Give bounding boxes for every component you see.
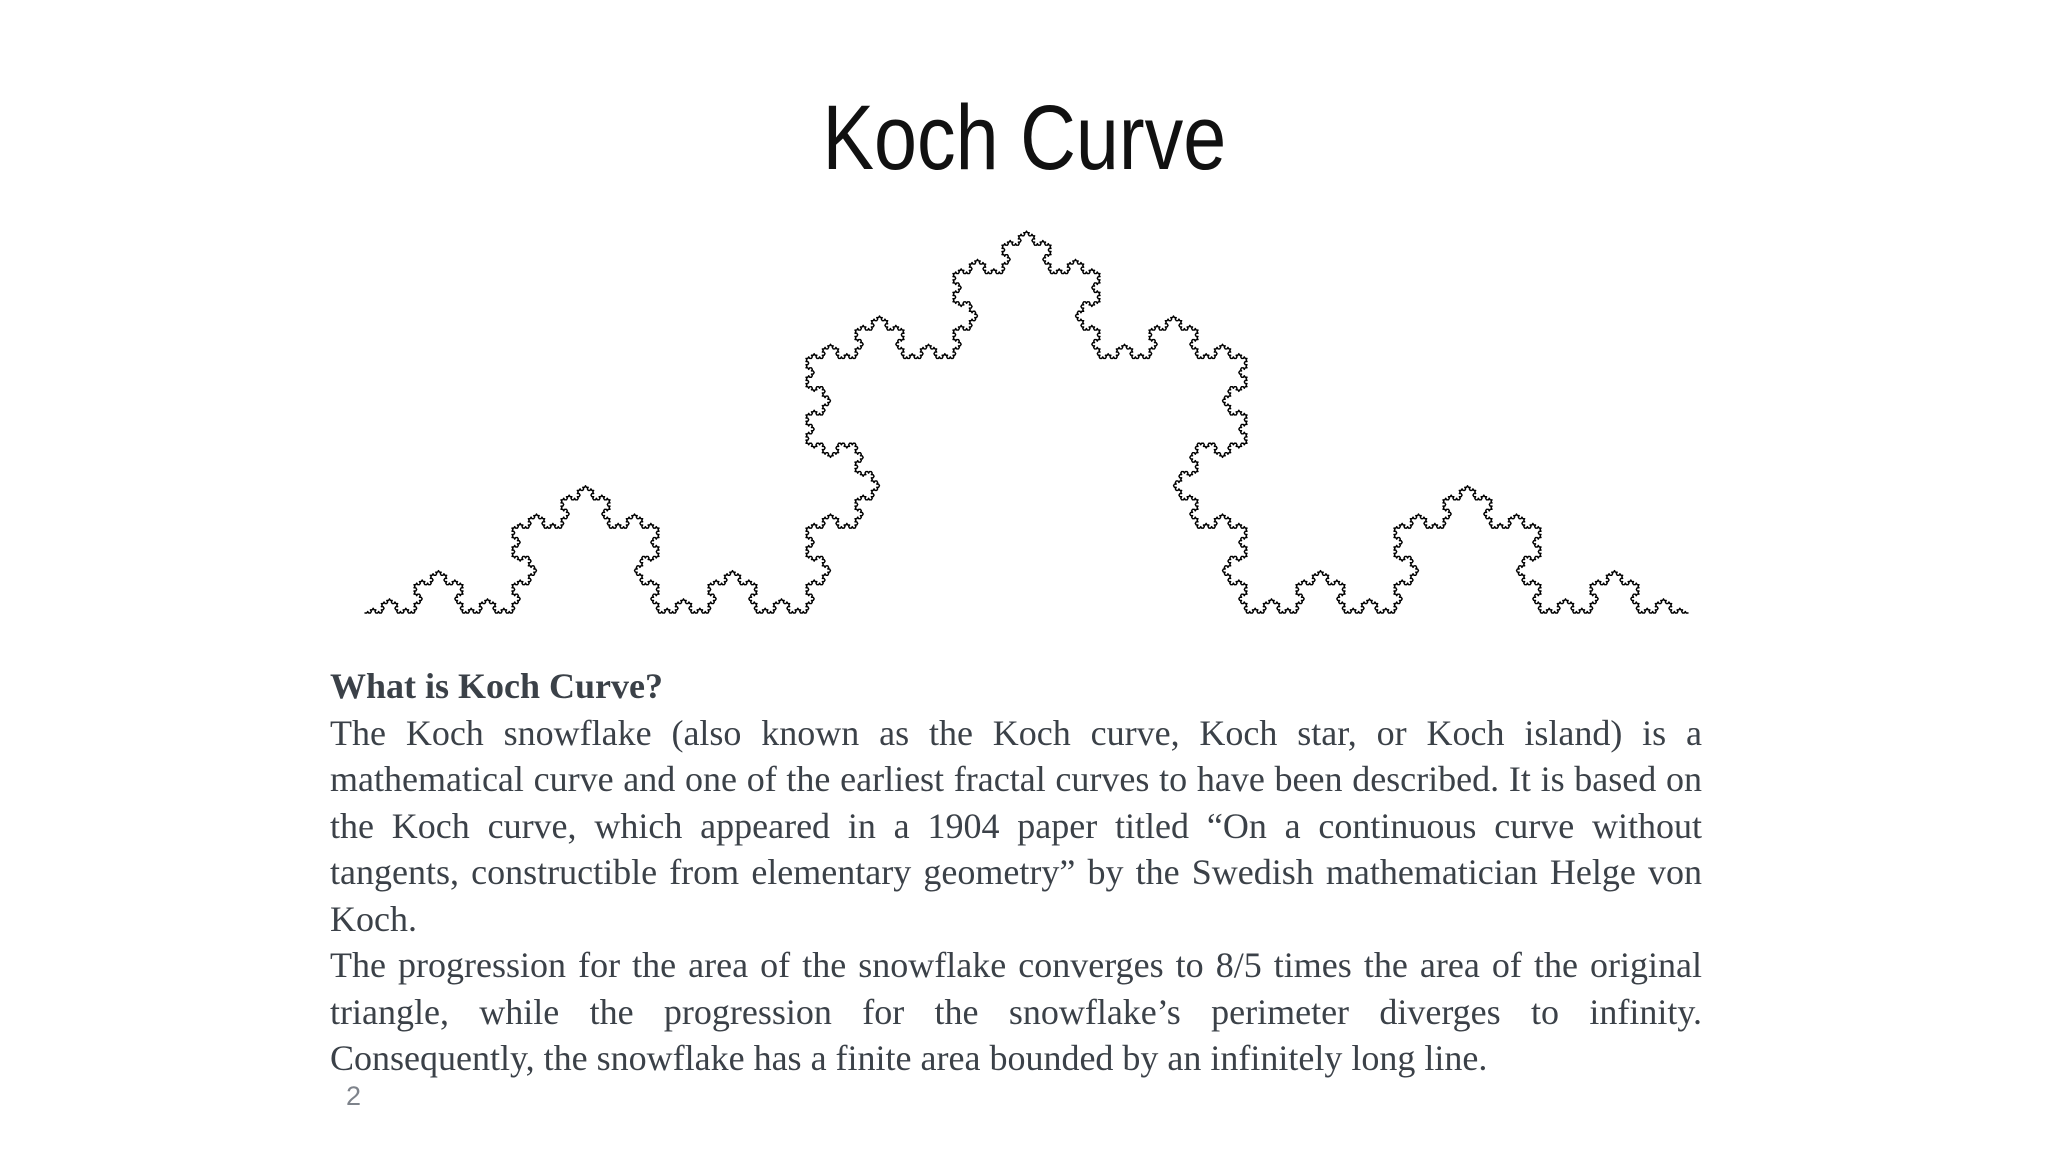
slide-title	[0, 87, 2048, 189]
content-heading: What is Koch Curve?	[330, 666, 663, 706]
koch-curve-drawing	[365, 228, 1688, 615]
slide-title-text: Koch Curve	[822, 87, 1226, 189]
content-paragraph-2: The progression for the area of the snowflake converges to 8/5 times the area of the original triangle, while the progression for the snowflake’s perimeter diverges to infinity. Consequently, the snowflake has a finite area bounded by an infinitely long line.	[330, 945, 1702, 1078]
content-paragraph-1: The Koch snowflake (also known as the Koch curve, Koch star, or Koch island) is a mathematical curve and one of the earliest fractal curves to have been described. It is based on the Koch curve, which appeared in a 1904 paper titled “On a continuous curve without tangents, constructible from elementary geometry” by the Swedish mathematician Helge von Koch.	[330, 712, 1702, 939]
koch-curve-figure	[365, 228, 1688, 615]
content-text-block	[330, 663, 1702, 1082]
page-number: 2	[346, 1081, 362, 1111]
